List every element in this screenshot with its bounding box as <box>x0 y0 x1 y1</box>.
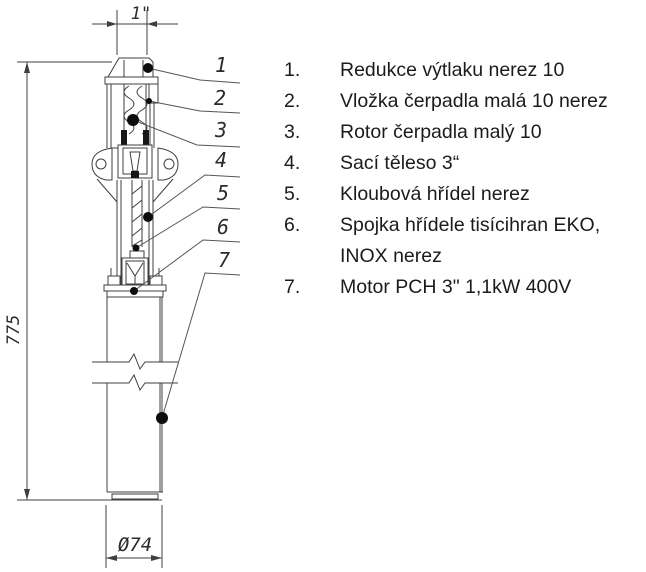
bolt-head <box>108 276 120 285</box>
callout-label-6: 6 <box>216 215 230 239</box>
legend-item-5 <box>284 179 640 210</box>
callout-dot-5 <box>133 245 140 252</box>
dimension-bottom-diameter <box>106 505 162 568</box>
arrowhead <box>106 555 117 561</box>
callout-label-4: 4 <box>214 148 228 172</box>
arrowhead <box>24 62 30 73</box>
legend-item-number: 5. <box>284 183 301 205</box>
dimension-top-label: 1" <box>130 4 152 24</box>
ear-hole <box>164 159 174 169</box>
legend-item-text: Kloubová hřídel nerez <box>340 183 530 205</box>
parts-legend <box>284 55 640 303</box>
leader-7 <box>162 273 240 418</box>
shaft-hatch <box>132 214 142 222</box>
legend-item-text: Sací těleso 3“ <box>340 152 460 174</box>
suction-body <box>92 145 178 202</box>
arrowhead <box>151 555 162 561</box>
dimension-height-label: 775 <box>4 314 24 346</box>
legend-item-text <box>340 210 640 272</box>
shaft-hatch <box>132 200 142 208</box>
callout-dot-2 <box>146 98 152 104</box>
callout-dot-6 <box>130 287 138 295</box>
legend-item-1 <box>284 55 640 86</box>
legend-item-number: 2. <box>284 90 301 112</box>
callout-dot-3 <box>127 114 139 126</box>
break-line <box>92 354 178 369</box>
motor-body <box>92 297 178 500</box>
callout-label-1: 1 <box>214 53 228 77</box>
ear-hole <box>96 159 106 169</box>
callout-label-7: 7 <box>217 248 231 272</box>
break-line <box>92 375 178 390</box>
callout-label-2: 2 <box>213 86 227 110</box>
legend-item-3 <box>284 117 640 148</box>
legend-item-number: 3. <box>284 121 301 143</box>
legend-item-text: Redukce výtlaku nerez 10 <box>340 59 565 81</box>
shaft-coupling <box>122 251 148 287</box>
legend-item-2 <box>284 86 640 117</box>
dimension-top-width <box>92 4 178 55</box>
legend-item-text: Motor PCH 3" 1,1kW 400V <box>340 276 572 298</box>
callout-dot-4 <box>143 212 153 222</box>
legend-item-number: 1. <box>284 59 301 81</box>
rotor-wave <box>124 86 134 134</box>
legend-item-text: Rotor čerpadla malý 10 <box>340 121 542 143</box>
legend-item-number: 7. <box>284 276 301 298</box>
legend-item-text-line1: Spojka hřídele tisícihran EKO, <box>340 214 601 236</box>
dimension-diameter-label: Ø74 <box>117 534 153 556</box>
shaft-hatch <box>132 228 142 236</box>
legend-item-text-line2: INOX nerez <box>340 245 442 267</box>
legend-item-4 <box>284 148 640 179</box>
arrowhead <box>24 489 30 500</box>
leader-2 <box>149 101 240 113</box>
dimension-overall-height <box>4 62 112 500</box>
callout-labels <box>214 53 230 272</box>
legend-item-number: 6. <box>284 214 301 236</box>
legend-item-text: Vložka čerpadla malá 10 nerez <box>340 90 608 112</box>
callout-label-3: 3 <box>214 118 228 142</box>
arrowhead <box>107 21 117 27</box>
legend-item-6 <box>284 210 640 272</box>
callout-label-5: 5 <box>216 181 230 205</box>
legend-item-number: 4. <box>284 152 301 174</box>
shaft-hatch <box>132 186 142 194</box>
callout-dot-1 <box>143 63 153 73</box>
legend-item-7 <box>284 272 640 303</box>
motor-bottom-cap <box>112 494 158 499</box>
callout-dot-7 <box>156 412 168 424</box>
